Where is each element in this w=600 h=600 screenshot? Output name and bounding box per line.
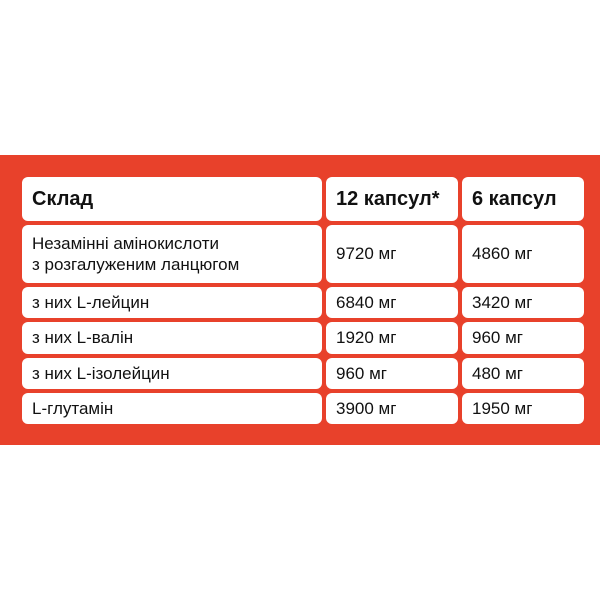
row-value-12-capsules: 6840 мг [326, 287, 458, 318]
row-value-12-capsules: 3900 мг [326, 393, 458, 424]
header-cell-6-capsules: 6 капсул [462, 177, 584, 221]
row-label: з них L-ізолейцин [22, 358, 322, 389]
row-label-line1: Незамінні амінокислоти [32, 233, 220, 253]
table-row [22, 322, 584, 353]
row-label: з них L-лейцин [22, 287, 322, 318]
header-cell-12-capsules: 12 капсул* [326, 177, 458, 221]
table-row [22, 287, 584, 318]
row-value-12-capsules: 960 мг [326, 358, 458, 389]
table-row [22, 393, 584, 424]
row-value-12-capsules: 1920 мг [326, 322, 458, 353]
row-value-6-capsules: 3420 мг [462, 287, 584, 318]
row-value-12-capsules: 9720 мг [326, 225, 458, 283]
row-label: з них L-валін [22, 322, 322, 353]
table-row [22, 225, 584, 283]
row-label [22, 225, 322, 283]
row-value-6-capsules: 1950 мг [462, 393, 584, 424]
table-header-row [22, 177, 584, 221]
row-value-6-capsules: 4860 мг [462, 225, 584, 283]
row-label: L-глутамін [22, 393, 322, 424]
row-label-line2: з розгалуженим ланцюгом [32, 255, 240, 274]
table-row [22, 358, 584, 389]
row-value-6-capsules: 960 мг [462, 322, 584, 353]
composition-table [18, 173, 588, 428]
header-cell-composition: Склад [22, 177, 322, 221]
row-value-6-capsules: 480 мг [462, 358, 584, 389]
nutrition-facts-panel [0, 155, 600, 445]
